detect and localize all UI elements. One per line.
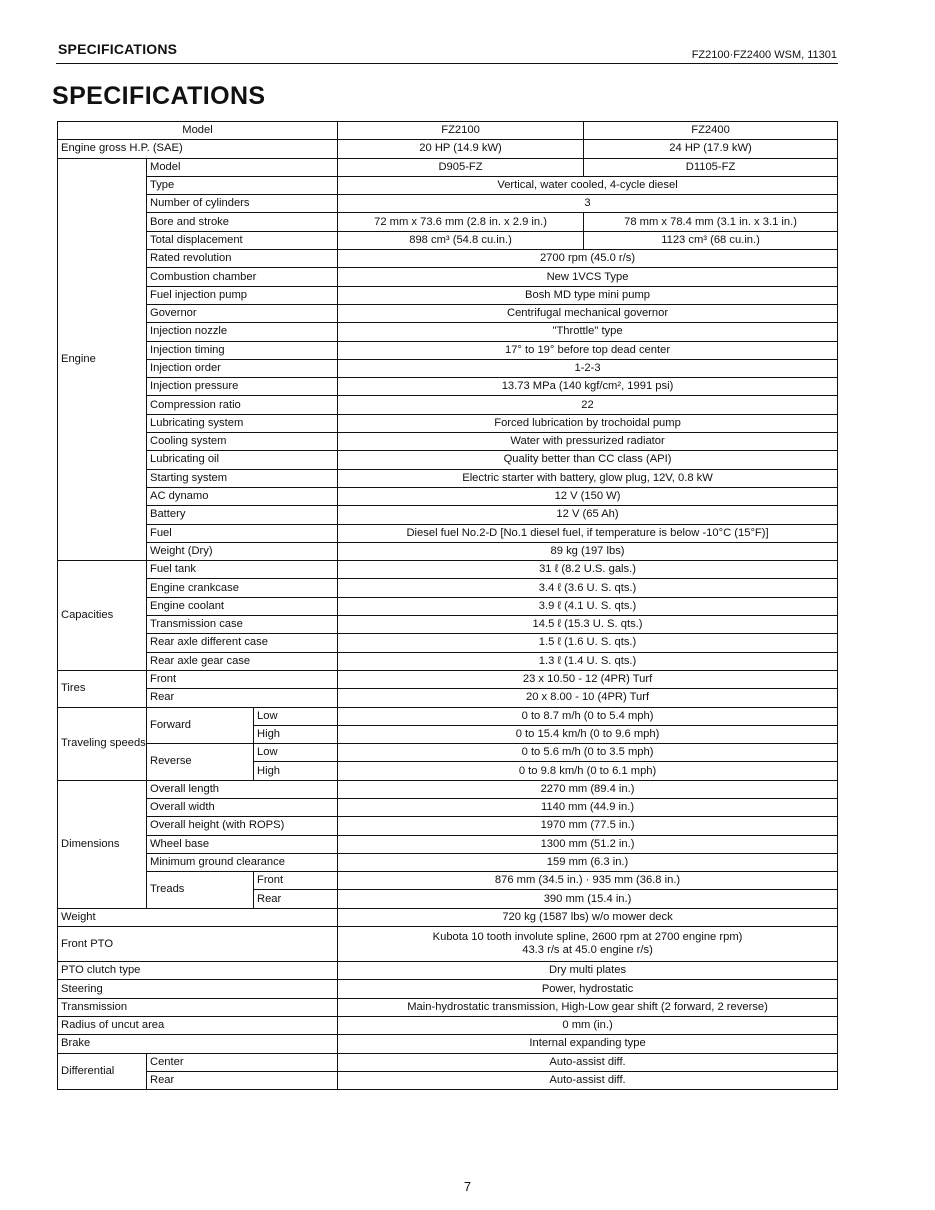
table-row <box>58 250 838 268</box>
table-row <box>58 707 838 725</box>
dimension-value: 1140 mm (44.9 in.) <box>338 798 838 816</box>
table-row <box>58 323 838 341</box>
differential-category: Differential <box>58 1053 147 1090</box>
table-row <box>58 872 838 890</box>
table-row <box>58 670 838 688</box>
engine-category: Engine <box>58 158 147 561</box>
steering-value: Power, hydrostatic <box>338 980 838 998</box>
table-row <box>58 524 838 542</box>
capacities-category: Capacities <box>58 561 147 671</box>
capacity-label: Engine coolant <box>147 597 338 615</box>
bore-fz2400: 78 mm x 78.4 mm (3.1 in. x 3.1 in.) <box>584 213 838 231</box>
engine-spec-label: Cooling system <box>147 433 338 451</box>
table-row <box>58 780 838 798</box>
capacity-value: 14.5 ℓ (15.3 U. S. qts.) <box>338 616 838 634</box>
capacity-value: 3.4 ℓ (3.6 U. S. qts.) <box>338 579 838 597</box>
table-row <box>58 414 838 432</box>
capacity-value: 1.3 ℓ (1.4 U. S. qts.) <box>338 652 838 670</box>
engine-spec-label: Lubricating oil <box>147 451 338 469</box>
engine-spec-value: Water with pressurized radiator <box>338 433 838 451</box>
gross-hp-label: Engine gross H.P. (SAE) <box>58 140 338 158</box>
table-row <box>58 853 838 871</box>
dimension-label: Minimum ground clearance <box>147 853 338 871</box>
table-row <box>58 158 838 176</box>
table-row <box>58 213 838 231</box>
engine-spec-label: Starting system <box>147 469 338 487</box>
engine-spec-value: 89 kg (197 lbs) <box>338 542 838 560</box>
engine-model-fz2100: D905-FZ <box>338 158 584 176</box>
table-row <box>58 140 838 158</box>
transmission-value: Main-hydrostatic transmission, High-Low gear shift (2 forward, 2 reverse) <box>338 998 838 1016</box>
table-row <box>58 616 838 634</box>
engine-spec-label: Combustion chamber <box>147 268 338 286</box>
table-row <box>58 597 838 615</box>
treads-rear-value: 390 mm (15.4 in.) <box>338 890 838 908</box>
engine-spec-value: 2700 rpm (45.0 r/s) <box>338 250 838 268</box>
engine-type-value: Vertical, water cooled, 4-cycle diesel <box>338 176 838 194</box>
engine-spec-label: Lubricating system <box>147 414 338 432</box>
front-pto-line1: Kubota 10 tooth involute spline, 2600 rpm at 2700 engine rpm) <box>432 931 743 944</box>
engine-spec-value: New 1VCS Type <box>338 268 838 286</box>
bore-fz2100: 72 mm x 73.6 mm (2.8 in. x 2.9 in.) <box>338 213 584 231</box>
engine-spec-value: 12 V (65 Ah) <box>338 506 838 524</box>
table-row <box>58 451 838 469</box>
engine-spec-value: 22 <box>338 396 838 414</box>
transmission-label: Transmission <box>58 998 338 1016</box>
engine-spec-label: Governor <box>147 304 338 322</box>
treads-label: Treads <box>147 872 254 909</box>
table-row <box>58 304 838 322</box>
table-row <box>58 744 838 762</box>
capacity-value: 31 ℓ (8.2 U.S. gals.) <box>338 561 838 579</box>
reverse-high-value: 0 to 9.8 km/h (0 to 6.1 mph) <box>338 762 838 780</box>
table-row <box>58 195 838 213</box>
model-fz2400: FZ2400 <box>584 122 838 140</box>
table-row <box>58 962 838 980</box>
engine-spec-value: 13.73 MPa (140 kgf/cm², 1991 psi) <box>338 378 838 396</box>
capacity-label: Fuel tank <box>147 561 338 579</box>
displacement-fz2100: 898 cm³ (54.8 cu.in.) <box>338 231 584 249</box>
engine-spec-value: Forced lubrication by trochoidal pump <box>338 414 838 432</box>
engine-spec-label: Fuel injection pump <box>147 286 338 304</box>
model-header: Model <box>58 122 338 140</box>
capacity-label: Engine crankcase <box>147 579 338 597</box>
tires-category: Tires <box>58 670 147 707</box>
forward-label: Forward <box>147 707 254 744</box>
table-row <box>58 359 838 377</box>
table-row <box>58 1035 838 1053</box>
dimension-label: Wheel base <box>147 835 338 853</box>
table-row <box>58 1053 838 1071</box>
table-row <box>58 798 838 816</box>
table-row <box>58 378 838 396</box>
engine-spec-value: Bosh MD type mini pump <box>338 286 838 304</box>
capacity-value: 3.9 ℓ (4.1 U. S. qts.) <box>338 597 838 615</box>
dimension-value: 1300 mm (51.2 in.) <box>338 835 838 853</box>
weight-label: Weight <box>58 908 338 926</box>
radius-label: Radius of uncut area <box>58 1016 338 1034</box>
engine-spec-value: "Throttle" type <box>338 323 838 341</box>
table-row <box>58 817 838 835</box>
engine-spec-value: Diesel fuel No.2-D [No.1 diesel fuel, if temperature is below -10°C (15°F)] <box>338 524 838 542</box>
capacity-label: Rear axle gear case <box>147 652 338 670</box>
dimensions-category: Dimensions <box>58 780 147 908</box>
dimension-label: Overall width <box>147 798 338 816</box>
engine-spec-label: Battery <box>147 506 338 524</box>
table-row <box>58 1071 838 1089</box>
table-row <box>58 469 838 487</box>
table-row <box>58 341 838 359</box>
table-row <box>58 286 838 304</box>
brake-value: Internal expanding type <box>338 1035 838 1053</box>
table-row <box>58 122 838 140</box>
engine-spec-label: AC dynamo <box>147 487 338 505</box>
differential-center-label: Center <box>147 1053 338 1071</box>
front-pto-line2: 43.3 r/s at 45.0 engine r/s) <box>522 944 653 957</box>
treads-rear-label: Rear <box>254 890 338 908</box>
spec-table <box>57 121 838 1090</box>
model-fz2100: FZ2100 <box>338 122 584 140</box>
table-row <box>58 908 838 926</box>
table-row <box>58 634 838 652</box>
table-row <box>58 176 838 194</box>
capacity-value: 1.5 ℓ (1.6 U. S. qts.) <box>338 634 838 652</box>
differential-rear-label: Rear <box>147 1071 338 1089</box>
page-number: 7 <box>463 1179 472 1194</box>
reverse-label: Reverse <box>147 744 254 781</box>
gross-hp-fz2400: 24 HP (17.9 kW) <box>584 140 838 158</box>
treads-front-label: Front <box>254 872 338 890</box>
table-row <box>58 433 838 451</box>
table-row <box>58 980 838 998</box>
engine-spec-value: 1-2-3 <box>338 359 838 377</box>
header-section: SPECIFICATIONS <box>58 41 178 57</box>
gross-hp-fz2100: 20 HP (14.9 kW) <box>338 140 584 158</box>
dimension-label: Overall height (with ROPS) <box>147 817 338 835</box>
forward-low-value: 0 to 8.7 m/h (0 to 5.4 mph) <box>338 707 838 725</box>
table-row <box>58 268 838 286</box>
engine-model-fz2400: D1105-FZ <box>584 158 838 176</box>
differential-rear-value: Auto-assist diff. <box>338 1071 838 1089</box>
pto-clutch-label: PTO clutch type <box>58 962 338 980</box>
table-row <box>58 542 838 560</box>
differential-center-value: Auto-assist diff. <box>338 1053 838 1071</box>
reverse-low-label: Low <box>254 744 338 762</box>
tires-front-label: Front <box>147 670 338 688</box>
tires-rear-value: 20 x 8.00 - 10 (4PR) Turf <box>338 689 838 707</box>
engine-spec-label: Injection pressure <box>147 378 338 396</box>
forward-high-value: 0 to 15.4 km/h (0 to 9.6 mph) <box>338 725 838 743</box>
table-row <box>58 1016 838 1034</box>
engine-spec-label: Rated revolution <box>147 250 338 268</box>
reverse-low-value: 0 to 5.6 m/h (0 to 3.5 mph) <box>338 744 838 762</box>
table-row <box>58 835 838 853</box>
traveling-category: Traveling speeds <box>58 707 147 780</box>
pto-clutch-value: Dry multi plates <box>338 962 838 980</box>
treads-front-value: 876 mm (34.5 in.) · 935 mm (36.8 in.) <box>338 872 838 890</box>
radius-value: 0 mm (in.) <box>338 1016 838 1034</box>
front-pto-value <box>338 927 838 962</box>
table-row <box>58 689 838 707</box>
engine-spec-label: Injection timing <box>147 341 338 359</box>
engine-spec-value: Quality better than CC class (API) <box>338 451 838 469</box>
engine-spec-label: Weight (Dry) <box>147 542 338 560</box>
dimension-value: 2270 mm (89.4 in.) <box>338 780 838 798</box>
dimension-value: 159 mm (6.3 in.) <box>338 853 838 871</box>
table-row <box>58 506 838 524</box>
cylinders-label: Number of cylinders <box>147 195 338 213</box>
tires-rear-label: Rear <box>147 689 338 707</box>
engine-type-label: Type <box>147 176 338 194</box>
table-row <box>58 396 838 414</box>
front-pto-label: Front PTO <box>58 927 338 962</box>
displacement-label: Total displacement <box>147 231 338 249</box>
reverse-high-label: High <box>254 762 338 780</box>
engine-spec-value: 12 V (150 W) <box>338 487 838 505</box>
steering-label: Steering <box>58 980 338 998</box>
forward-low-label: Low <box>254 707 338 725</box>
table-row <box>58 927 838 962</box>
dimension-value: 1970 mm (77.5 in.) <box>338 817 838 835</box>
bore-label: Bore and stroke <box>147 213 338 231</box>
engine-spec-label: Compression ratio <box>147 396 338 414</box>
capacity-label: Rear axle different case <box>147 634 338 652</box>
dimension-label: Overall length <box>147 780 338 798</box>
table-row <box>58 579 838 597</box>
engine-spec-label: Injection nozzle <box>147 323 338 341</box>
tires-front-value: 23 x 10.50 - 12 (4PR) Turf <box>338 670 838 688</box>
table-row <box>58 231 838 249</box>
header-rule <box>56 63 838 64</box>
table-row <box>58 652 838 670</box>
engine-model-label: Model <box>147 158 338 176</box>
page-title: SPECIFICATIONS <box>52 82 266 110</box>
engine-spec-value: Centrifugal mechanical governor <box>338 304 838 322</box>
header-doc-ref: FZ2100·FZ2400 WSM, 11301 <box>691 49 837 61</box>
engine-spec-value: Electric starter with battery, glow plug, 12V, 0.8 kW <box>338 469 838 487</box>
engine-spec-label: Injection order <box>147 359 338 377</box>
brake-label: Brake <box>58 1035 338 1053</box>
engine-spec-value: 17° to 19° before top dead center <box>338 341 838 359</box>
weight-value: 720 kg (1587 lbs) w/o mower deck <box>338 908 838 926</box>
table-row <box>58 998 838 1016</box>
table-row <box>58 487 838 505</box>
forward-high-label: High <box>254 725 338 743</box>
capacity-label: Transmission case <box>147 616 338 634</box>
displacement-fz2400: 1123 cm³ (68 cu.in.) <box>584 231 838 249</box>
cylinders-value: 3 <box>338 195 838 213</box>
engine-spec-label: Fuel <box>147 524 338 542</box>
table-row <box>58 561 838 579</box>
